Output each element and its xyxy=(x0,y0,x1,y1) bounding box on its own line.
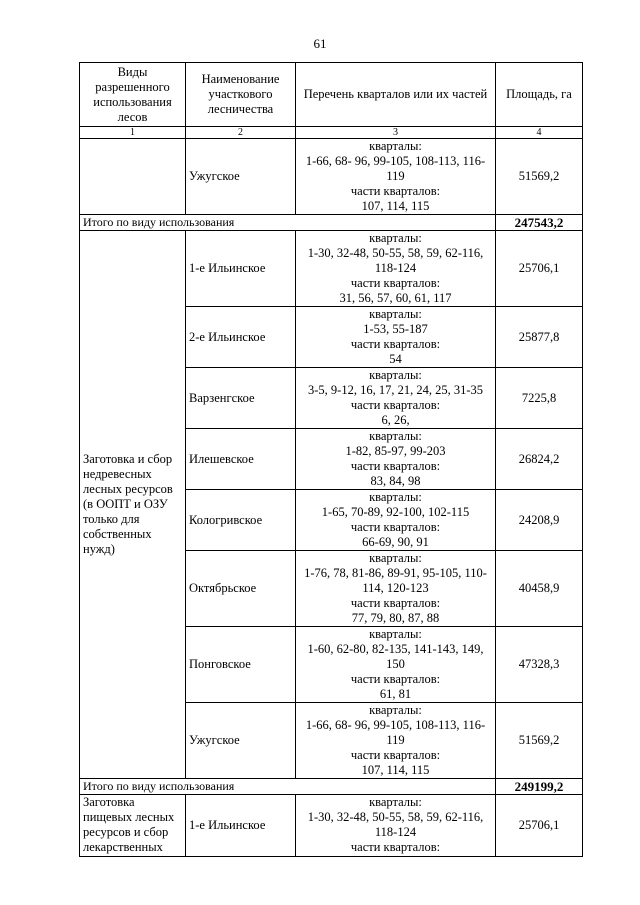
column-number: 2 xyxy=(186,127,296,139)
table-row xyxy=(80,231,583,307)
forestry-name: 1-е Ильинское xyxy=(186,795,296,857)
quarters-cell xyxy=(296,307,496,368)
quarters-cell xyxy=(296,490,496,551)
quarters-list: 1-65, 70-89, 92-100, 102-115 xyxy=(321,505,470,519)
area-value: 47328,3 xyxy=(496,627,583,703)
quarters-label: кварталы: xyxy=(369,490,422,504)
area-value: 40458,9 xyxy=(496,551,583,627)
column-number: 4 xyxy=(496,127,583,139)
forestry-name: Варзенгское xyxy=(186,368,296,429)
parts-list: 107, 114, 115 xyxy=(361,763,430,777)
quarters-cell xyxy=(296,231,496,307)
parts-label: части кварталов: xyxy=(350,398,441,412)
parts-list: 83, 84, 98 xyxy=(370,474,421,488)
table-row xyxy=(80,139,583,215)
parts-label: части кварталов: xyxy=(350,840,441,854)
parts-list: 61, 81 xyxy=(379,687,412,701)
header-row xyxy=(80,63,583,127)
area-value: 51569,2 xyxy=(496,703,583,779)
total-row xyxy=(80,779,583,795)
area-value: 25877,8 xyxy=(496,307,583,368)
forestry-name: Кологривское xyxy=(186,490,296,551)
quarters-label: кварталы: xyxy=(369,368,422,382)
quarters-label: кварталы: xyxy=(369,429,422,443)
table-row xyxy=(80,795,583,857)
parts-list: 66-69, 90, 91 xyxy=(362,535,429,549)
use-type-cell: Заготовка и сбор недревесных лесных ресурсов (в ООПТ и ОЗУ только для собственных нужд) xyxy=(80,231,186,779)
column-number: 3 xyxy=(296,127,496,139)
header-forestry: Наименование участкового лесничества xyxy=(186,63,296,127)
quarters-list: 1-76, 78, 81-86, 89-91, 95-105, 110-114, 120-123 xyxy=(304,566,487,595)
quarters-cell xyxy=(296,795,496,857)
forestry-name: Понговское xyxy=(186,627,296,703)
header-quarters: Перечень кварталов или их частей xyxy=(296,63,496,127)
forestry-name: Октябрьское xyxy=(186,551,296,627)
parts-label: части кварталов: xyxy=(350,596,441,610)
total-value: 247543,2 xyxy=(496,215,583,231)
forestry-name: 1-е Ильинское xyxy=(186,231,296,307)
quarters-list: 1-66, 68- 96, 99-105, 108-113, 116-119 xyxy=(305,154,486,183)
use-type-cell xyxy=(80,139,186,215)
column-number: 1 xyxy=(80,127,186,139)
total-value: 249199,2 xyxy=(496,779,583,795)
quarters-list: 1-30, 32-48, 50-55, 58, 59, 62-116, 118-124 xyxy=(307,810,484,839)
parts-list: 6, 26, xyxy=(381,413,410,427)
forestry-name: 2-е Ильинское xyxy=(186,307,296,368)
quarters-label: кварталы: xyxy=(369,307,422,321)
quarters-label: кварталы: xyxy=(369,139,422,153)
area-value: 51569,2 xyxy=(496,139,583,215)
parts-label: части кварталов: xyxy=(350,672,441,686)
area-value: 25706,1 xyxy=(496,231,583,307)
quarters-cell xyxy=(296,139,496,215)
parts-label: части кварталов: xyxy=(350,748,441,762)
column-number-row xyxy=(80,127,583,139)
total-label: Итого по виду использования xyxy=(80,779,496,795)
forestry-name: Илешевское xyxy=(186,429,296,490)
quarters-list: 3-5, 9-12, 16, 17, 21, 24, 25, 31-35 xyxy=(308,383,483,397)
quarters-cell xyxy=(296,429,496,490)
quarters-list: 1-53, 55-187 xyxy=(363,322,428,336)
forestry-name: Ужугское xyxy=(186,139,296,215)
quarters-label: кварталы: xyxy=(369,231,422,245)
parts-label: части кварталов: xyxy=(350,459,441,473)
total-row xyxy=(80,215,583,231)
parts-label: части кварталов: xyxy=(350,520,441,534)
quarters-label: кварталы: xyxy=(369,795,422,809)
forestry-name: Ужугское xyxy=(186,703,296,779)
page-number: 61 xyxy=(313,36,327,51)
quarters-cell xyxy=(296,551,496,627)
parts-list: 107, 114, 115 xyxy=(361,199,430,213)
parts-label: части кварталов: xyxy=(350,184,441,198)
quarters-cell xyxy=(296,703,496,779)
quarters-cell xyxy=(296,368,496,429)
use-type-cell: Заготовка пищевых лесных ресурсов и сбор лекарственных xyxy=(80,795,186,857)
quarters-list: 1-60, 62-80, 82-135, 141-143, 149, 150 xyxy=(307,642,484,671)
quarters-label: кварталы: xyxy=(369,551,422,565)
quarters-list: 1-30, 32-48, 50-55, 58, 59, 62-116, 118-124 xyxy=(307,246,484,275)
header-area: Площадь, га xyxy=(496,63,583,127)
header-use-type: Виды разрешенного использования лесов xyxy=(80,63,186,127)
quarters-list: 1-66, 68- 96, 99-105, 108-113, 116-119 xyxy=(305,718,486,747)
quarters-list: 1-82, 85-97, 99-203 xyxy=(345,444,446,458)
parts-list: 54 xyxy=(389,352,402,366)
parts-label: части кварталов: xyxy=(350,276,441,290)
area-value: 7225,8 xyxy=(496,368,583,429)
area-value: 24208,9 xyxy=(496,490,583,551)
forest-use-table xyxy=(79,62,583,857)
area-value: 26824,2 xyxy=(496,429,583,490)
parts-label: части кварталов: xyxy=(350,337,441,351)
parts-list: 77, 79, 80, 87, 88 xyxy=(351,611,440,625)
area-value: 25706,1 xyxy=(496,795,583,857)
quarters-label: кварталы: xyxy=(369,703,422,717)
quarters-cell xyxy=(296,627,496,703)
parts-list: 31, 56, 57, 60, 61, 117 xyxy=(339,291,452,305)
quarters-label: кварталы: xyxy=(369,627,422,641)
total-label: Итого по виду использования xyxy=(80,215,496,231)
